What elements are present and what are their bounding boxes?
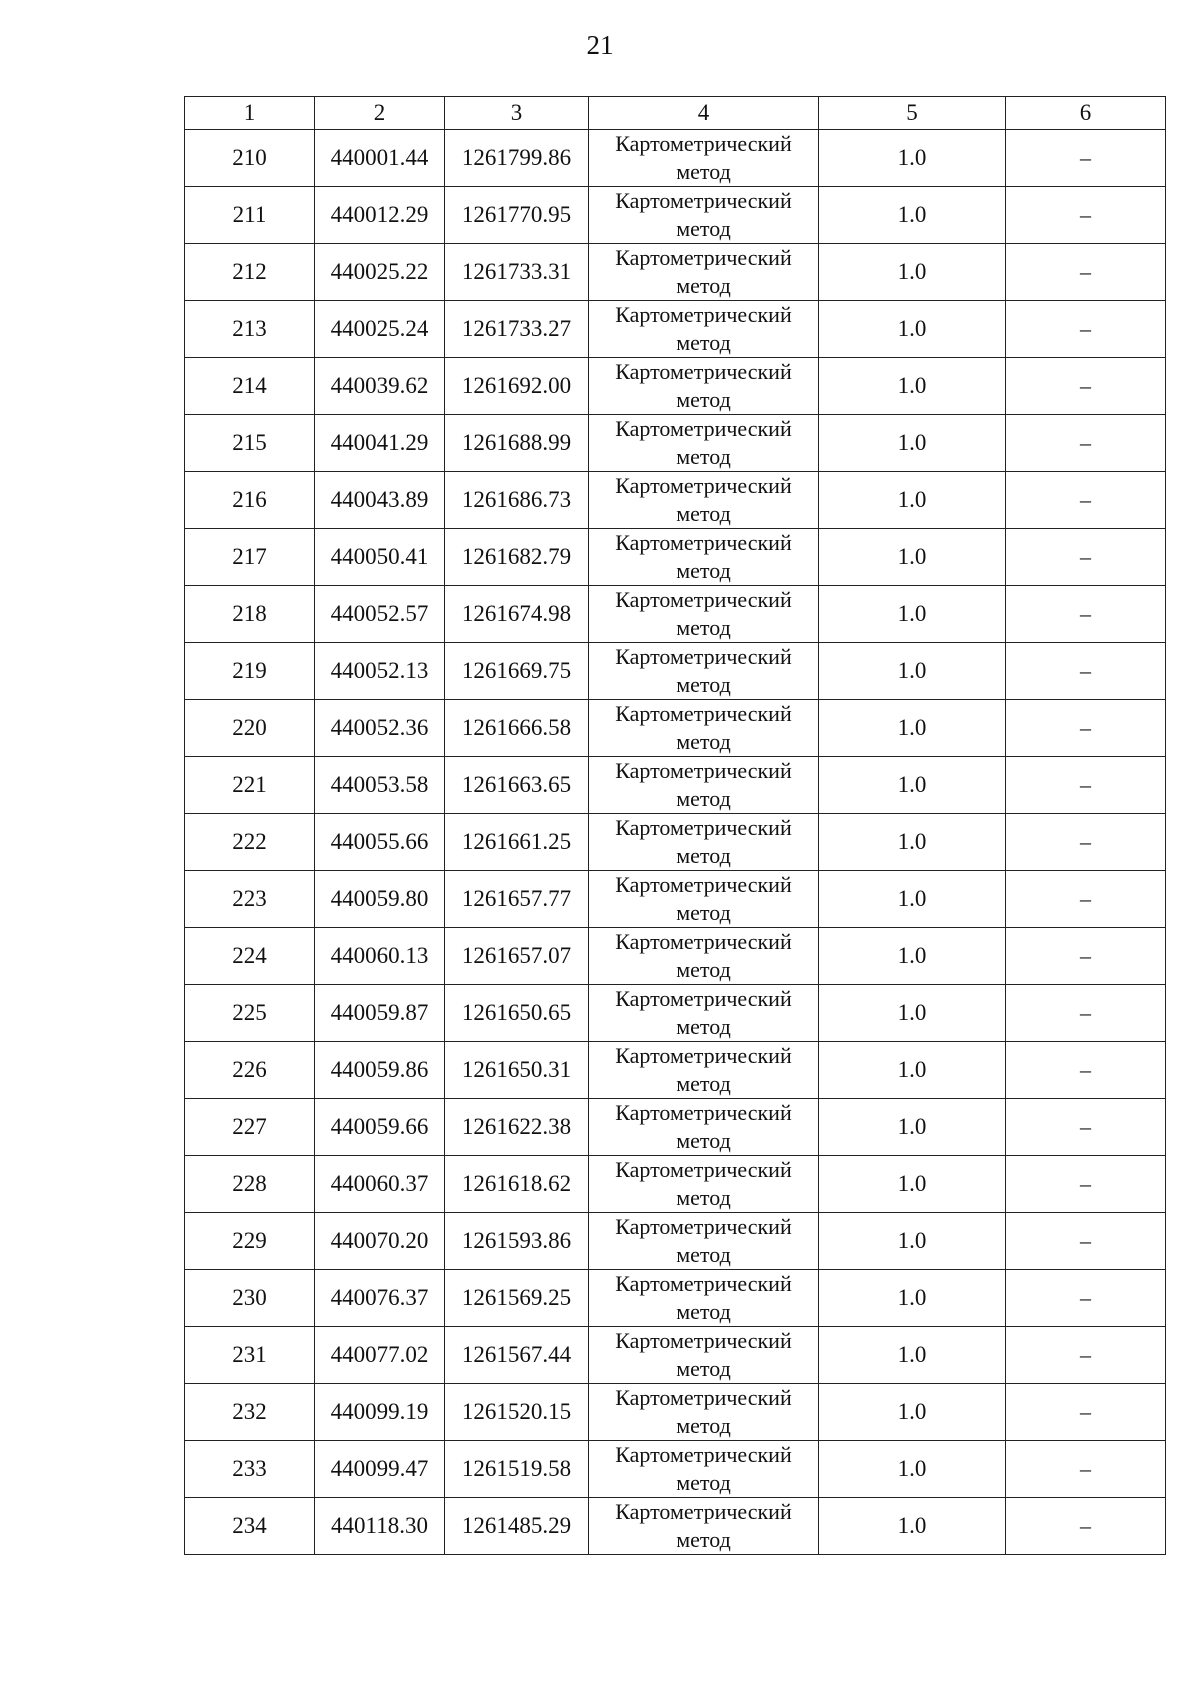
point-number-cell: 228 [185,1156,315,1213]
x-coordinate-cell: 440001.44 [315,130,445,187]
x-coordinate-cell: 440052.13 [315,643,445,700]
accuracy-cell: 1.0 [819,871,1006,928]
note-cell: – [1006,586,1166,643]
note-cell: – [1006,130,1166,187]
note-cell: – [1006,529,1166,586]
method-cell [589,586,819,643]
table-header [185,97,1166,130]
method-line-1: Картометрический [615,701,792,726]
method-line-1: Картометрический [615,131,792,156]
x-coordinate-cell: 440043.89 [315,472,445,529]
method-line-1: Картометрический [615,1157,792,1182]
point-number-cell: 232 [185,1384,315,1441]
point-number-cell: 234 [185,1498,315,1555]
table-row [185,1441,1166,1498]
method-line-1: Картометрический [615,1385,792,1410]
note-cell: – [1006,187,1166,244]
method-line-1: Картометрический [615,1442,792,1467]
table-row [185,301,1166,358]
table-row [185,1099,1166,1156]
method-line-2: метод [676,1527,731,1552]
point-number-cell: 217 [185,529,315,586]
x-coordinate-cell: 440099.47 [315,1441,445,1498]
method-cell [589,985,819,1042]
note-cell: – [1006,358,1166,415]
accuracy-cell: 1.0 [819,643,1006,700]
y-coordinate-cell: 1261692.00 [445,358,589,415]
table-row [185,1156,1166,1213]
note-cell: – [1006,1213,1166,1270]
point-number-cell: 227 [185,1099,315,1156]
method-line-1: Картометрический [615,188,792,213]
accuracy-cell: 1.0 [819,928,1006,985]
method-line-2: метод [676,273,731,298]
method-line-2: метод [676,1356,731,1381]
point-number-cell: 210 [185,130,315,187]
coordinates-table [184,96,1166,1555]
x-coordinate-cell: 440070.20 [315,1213,445,1270]
method-line-2: метод [676,1185,731,1210]
page-number: 21 [586,30,614,60]
method-line-1: Картометрический [615,1499,792,1524]
point-number-cell: 215 [185,415,315,472]
table-row [185,1213,1166,1270]
note-cell: – [1006,472,1166,529]
method-line-1: Картометрический [615,587,792,612]
method-cell [589,1441,819,1498]
accuracy-cell: 1.0 [819,700,1006,757]
method-cell [589,1498,819,1555]
point-number-cell: 230 [185,1270,315,1327]
note-cell: – [1006,1327,1166,1384]
accuracy-cell: 1.0 [819,472,1006,529]
table-row [185,871,1166,928]
column-header: 6 [1006,97,1166,130]
method-line-2: метод [676,1071,731,1096]
point-number-cell: 225 [185,985,315,1042]
point-number-cell: 212 [185,244,315,301]
accuracy-cell: 1.0 [819,301,1006,358]
y-coordinate-cell: 1261657.07 [445,928,589,985]
method-line-1: Картометрический [615,473,792,498]
accuracy-cell: 1.0 [819,1441,1006,1498]
table-row [185,1498,1166,1555]
x-coordinate-cell: 440025.22 [315,244,445,301]
table-row [185,1327,1166,1384]
x-coordinate-cell: 440076.37 [315,1270,445,1327]
accuracy-cell: 1.0 [819,358,1006,415]
x-coordinate-cell: 440012.29 [315,187,445,244]
point-number-cell: 214 [185,358,315,415]
point-number-cell: 223 [185,871,315,928]
x-coordinate-cell: 440055.66 [315,814,445,871]
method-line-1: Картометрический [615,872,792,897]
point-number-cell: 216 [185,472,315,529]
method-cell [589,130,819,187]
y-coordinate-cell: 1261657.77 [445,871,589,928]
accuracy-cell: 1.0 [819,415,1006,472]
note-cell: – [1006,928,1166,985]
y-coordinate-cell: 1261770.95 [445,187,589,244]
x-coordinate-cell: 440060.37 [315,1156,445,1213]
x-coordinate-cell: 440041.29 [315,415,445,472]
method-line-2: метод [676,216,731,241]
note-cell: – [1006,871,1166,928]
method-cell [589,529,819,586]
method-line-1: Картометрический [615,758,792,783]
x-coordinate-cell: 440060.13 [315,928,445,985]
column-header: 5 [819,97,1006,130]
method-cell [589,1099,819,1156]
accuracy-cell: 1.0 [819,1099,1006,1156]
point-number-cell: 219 [185,643,315,700]
method-line-2: метод [676,900,731,925]
method-line-2: метод [676,387,731,412]
y-coordinate-cell: 1261733.27 [445,301,589,358]
table-row [185,358,1166,415]
method-line-2: метод [676,1470,731,1495]
method-line-1: Картометрический [615,1271,792,1296]
note-cell: – [1006,1156,1166,1213]
method-cell [589,1156,819,1213]
method-line-2: метод [676,843,731,868]
table-row [185,757,1166,814]
method-line-1: Картометрический [615,245,792,270]
method-line-1: Картометрический [615,1328,792,1353]
y-coordinate-cell: 1261666.58 [445,700,589,757]
y-coordinate-cell: 1261661.25 [445,814,589,871]
x-coordinate-cell: 440052.57 [315,586,445,643]
method-line-2: метод [676,330,731,355]
note-cell: – [1006,1441,1166,1498]
method-line-1: Картометрический [615,815,792,840]
method-line-2: метод [676,729,731,754]
note-cell: – [1006,814,1166,871]
method-cell [589,1384,819,1441]
y-coordinate-cell: 1261688.99 [445,415,589,472]
accuracy-cell: 1.0 [819,1384,1006,1441]
y-coordinate-cell: 1261569.25 [445,1270,589,1327]
point-number-cell: 224 [185,928,315,985]
y-coordinate-cell: 1261674.98 [445,586,589,643]
method-line-2: метод [676,159,731,184]
table-row [185,586,1166,643]
accuracy-cell: 1.0 [819,586,1006,643]
x-coordinate-cell: 440039.62 [315,358,445,415]
method-line-1: Картометрический [615,416,792,441]
y-coordinate-cell: 1261618.62 [445,1156,589,1213]
point-number-cell: 233 [185,1441,315,1498]
method-line-1: Картометрический [615,1100,792,1125]
method-cell [589,757,819,814]
x-coordinate-cell: 440050.41 [315,529,445,586]
method-line-2: метод [676,444,731,469]
x-coordinate-cell: 440059.80 [315,871,445,928]
table-row [185,985,1166,1042]
accuracy-cell: 1.0 [819,1270,1006,1327]
table-row [185,529,1166,586]
y-coordinate-cell: 1261799.86 [445,130,589,187]
point-number-cell: 229 [185,1213,315,1270]
table-row [185,643,1166,700]
note-cell: – [1006,1498,1166,1555]
x-coordinate-cell: 440059.87 [315,985,445,1042]
x-coordinate-cell: 440052.36 [315,700,445,757]
table-body [185,130,1166,1555]
table-row [185,928,1166,985]
y-coordinate-cell: 1261669.75 [445,643,589,700]
y-coordinate-cell: 1261520.15 [445,1384,589,1441]
note-cell: – [1006,244,1166,301]
accuracy-cell: 1.0 [819,985,1006,1042]
table-row [185,1270,1166,1327]
table-row [185,472,1166,529]
y-coordinate-cell: 1261686.73 [445,472,589,529]
method-line-2: метод [676,1299,731,1324]
x-coordinate-cell: 440099.19 [315,1384,445,1441]
note-cell: – [1006,985,1166,1042]
point-number-cell: 226 [185,1042,315,1099]
column-header: 3 [445,97,589,130]
method-cell [589,700,819,757]
method-cell [589,244,819,301]
accuracy-cell: 1.0 [819,1042,1006,1099]
method-line-1: Картометрический [615,302,792,327]
method-line-2: метод [676,1242,731,1267]
accuracy-cell: 1.0 [819,130,1006,187]
column-header: 2 [315,97,445,130]
method-cell [589,1213,819,1270]
method-cell [589,415,819,472]
note-cell: – [1006,757,1166,814]
method-line-1: Картометрический [615,986,792,1011]
method-line-2: метод [676,615,731,640]
point-number-cell: 211 [185,187,315,244]
column-header: 1 [185,97,315,130]
header-row [185,97,1166,130]
point-number-cell: 220 [185,700,315,757]
method-line-1: Картометрический [615,530,792,555]
point-number-cell: 222 [185,814,315,871]
column-header: 4 [589,97,819,130]
point-number-cell: 218 [185,586,315,643]
accuracy-cell: 1.0 [819,244,1006,301]
note-cell: – [1006,643,1166,700]
y-coordinate-cell: 1261682.79 [445,529,589,586]
accuracy-cell: 1.0 [819,1156,1006,1213]
method-line-1: Картометрический [615,644,792,669]
x-coordinate-cell: 440053.58 [315,757,445,814]
accuracy-cell: 1.0 [819,1213,1006,1270]
x-coordinate-cell: 440059.86 [315,1042,445,1099]
table-row [185,415,1166,472]
method-line-1: Картометрический [615,359,792,384]
x-coordinate-cell: 440118.30 [315,1498,445,1555]
table-row [185,244,1166,301]
method-cell [589,301,819,358]
method-cell [589,871,819,928]
note-cell: – [1006,301,1166,358]
table-row [185,130,1166,187]
method-cell [589,472,819,529]
point-number-cell: 221 [185,757,315,814]
x-coordinate-cell: 440077.02 [315,1327,445,1384]
x-coordinate-cell: 440059.66 [315,1099,445,1156]
y-coordinate-cell: 1261663.65 [445,757,589,814]
y-coordinate-cell: 1261733.31 [445,244,589,301]
note-cell: – [1006,1042,1166,1099]
table-row [185,700,1166,757]
accuracy-cell: 1.0 [819,814,1006,871]
method-line-2: метод [676,672,731,697]
method-line-1: Картометрический [615,1214,792,1239]
method-cell [589,358,819,415]
method-cell [589,928,819,985]
y-coordinate-cell: 1261622.38 [445,1099,589,1156]
method-line-2: метод [676,957,731,982]
y-coordinate-cell: 1261650.65 [445,985,589,1042]
method-cell [589,643,819,700]
method-cell [589,814,819,871]
note-cell: – [1006,1270,1166,1327]
table-row [185,814,1166,871]
method-line-2: метод [676,501,731,526]
method-cell [589,1270,819,1327]
y-coordinate-cell: 1261567.44 [445,1327,589,1384]
note-cell: – [1006,1384,1166,1441]
accuracy-cell: 1.0 [819,1327,1006,1384]
table-row [185,187,1166,244]
y-coordinate-cell: 1261593.86 [445,1213,589,1270]
method-cell [589,187,819,244]
method-line-1: Картометрический [615,929,792,954]
accuracy-cell: 1.0 [819,187,1006,244]
note-cell: – [1006,1099,1166,1156]
method-line-2: метод [676,1413,731,1438]
accuracy-cell: 1.0 [819,757,1006,814]
method-line-2: метод [676,1014,731,1039]
table-row [185,1384,1166,1441]
point-number-cell: 213 [185,301,315,358]
table-row [185,1042,1166,1099]
method-cell [589,1327,819,1384]
note-cell: – [1006,700,1166,757]
method-line-1: Картометрический [615,1043,792,1068]
point-number-cell: 231 [185,1327,315,1384]
x-coordinate-cell: 440025.24 [315,301,445,358]
y-coordinate-cell: 1261650.31 [445,1042,589,1099]
accuracy-cell: 1.0 [819,529,1006,586]
method-line-2: метод [676,1128,731,1153]
accuracy-cell: 1.0 [819,1498,1006,1555]
method-cell [589,1042,819,1099]
note-cell: – [1006,415,1166,472]
method-line-2: метод [676,558,731,583]
method-line-2: метод [676,786,731,811]
y-coordinate-cell: 1261485.29 [445,1498,589,1555]
y-coordinate-cell: 1261519.58 [445,1441,589,1498]
